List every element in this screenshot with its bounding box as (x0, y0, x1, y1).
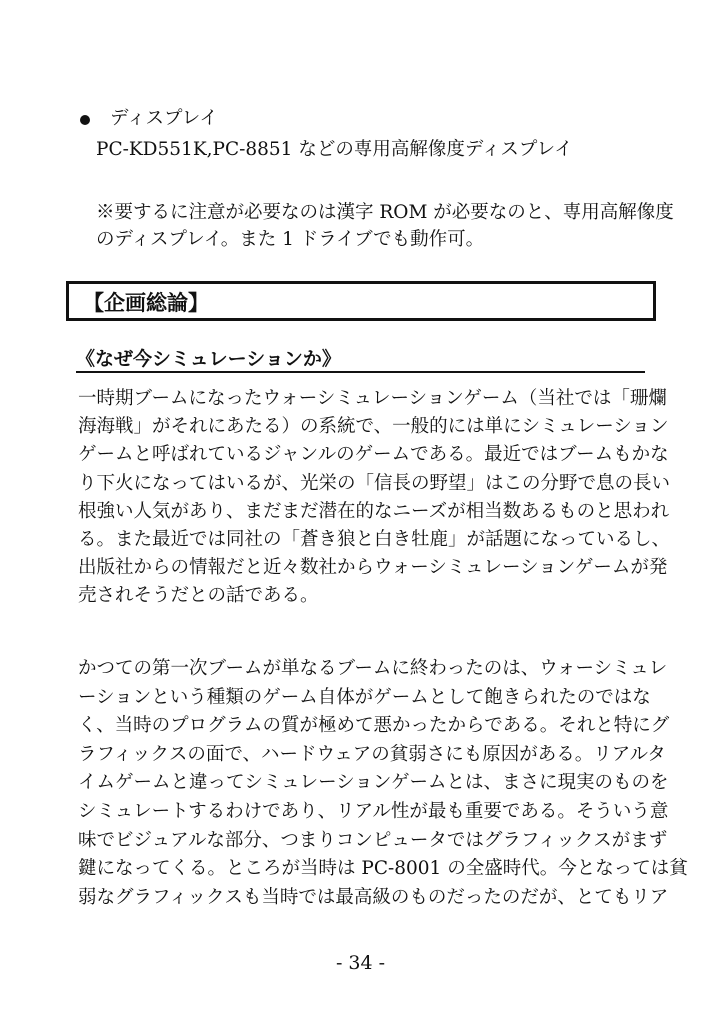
note-line: のディスプレイ。また 1 ドライブでも動作可。 (96, 229, 485, 250)
paragraph-line: ラフィックスの面で、ハードウェアの貧弱さにも原因がある。リアルタ (78, 743, 666, 765)
paragraph-line: り下火になってはいるが、光栄の「信長の野望」はこの分野で息の長い (78, 472, 671, 494)
subsection-title: 《なぜ今シミュレーションか》 (76, 348, 341, 370)
paragraph-line: 味でビジュアルな部分、つまりコンピュータではグラフィックスがまず (78, 829, 668, 851)
paragraph-line: る。また最近では同社の「蒼き狼と白き牡鹿」が話題になっているし、 (78, 529, 671, 550)
section-title-box (66, 281, 656, 321)
paragraph-line: 鍵になってくる。ところが当時は PC-8001 の全盛時代。今となっては貧 (78, 858, 688, 880)
paragraph-line: イムゲームと違ってシミュレーションゲームとは、まさに現実のものを (78, 772, 669, 794)
paragraph-line: シミュレートするわけであり、リアル性が最も重要である。そういう意 (78, 801, 669, 822)
bullet-icon (80, 115, 90, 125)
paragraph-line: 出版社からの情報だと近々数社からウォーシミュレーションゲームが発 (78, 557, 668, 579)
paragraph-line: ーションという種類のゲーム自体がゲームとして飽きられたのではな (78, 686, 651, 708)
page-number: - 34 - (335, 952, 386, 974)
section-title: 【企画総論】 (83, 291, 209, 315)
paragraph-line: 一時期ブームになったウォーシミュレーションゲーム（当社では「珊爛 (78, 388, 667, 409)
paragraph-line: ゲームと呼ばれているジャンルのゲームである。最近ではブームもかな (78, 444, 669, 466)
bullet-label: ディスプレイ (110, 108, 218, 129)
paragraph-line: かつての第一次ブームが単なるブームに終わったのは、ウォーシミュレ (78, 658, 668, 679)
subsection-underline (76, 371, 645, 373)
paragraph-line: 海海戦」がそれにあたる）の系統で、一般的には単にシミュレーション (78, 416, 669, 438)
paragraph-line: く、当時のプログラムの質が極めて悪かったからである。それと特にグ (78, 715, 670, 737)
paragraph-line: 弱なグラフィックスも当時では最高級のものだったのだが、とてもリア (78, 886, 669, 908)
paragraph-line: 売されそうだとの話である。 (78, 585, 319, 607)
paragraph-line: 根強い人気があり、まだまだ潜在的なニーズが相当数あるものと思われ (78, 500, 670, 522)
note-line: ※要するに注意が必要なのは漢字 ROM が必要なのと、専用高解像度 (96, 202, 674, 223)
bullet-detail: PC-KD551K,PC-8851 などの専用高解像度ディスプレイ (96, 139, 573, 160)
